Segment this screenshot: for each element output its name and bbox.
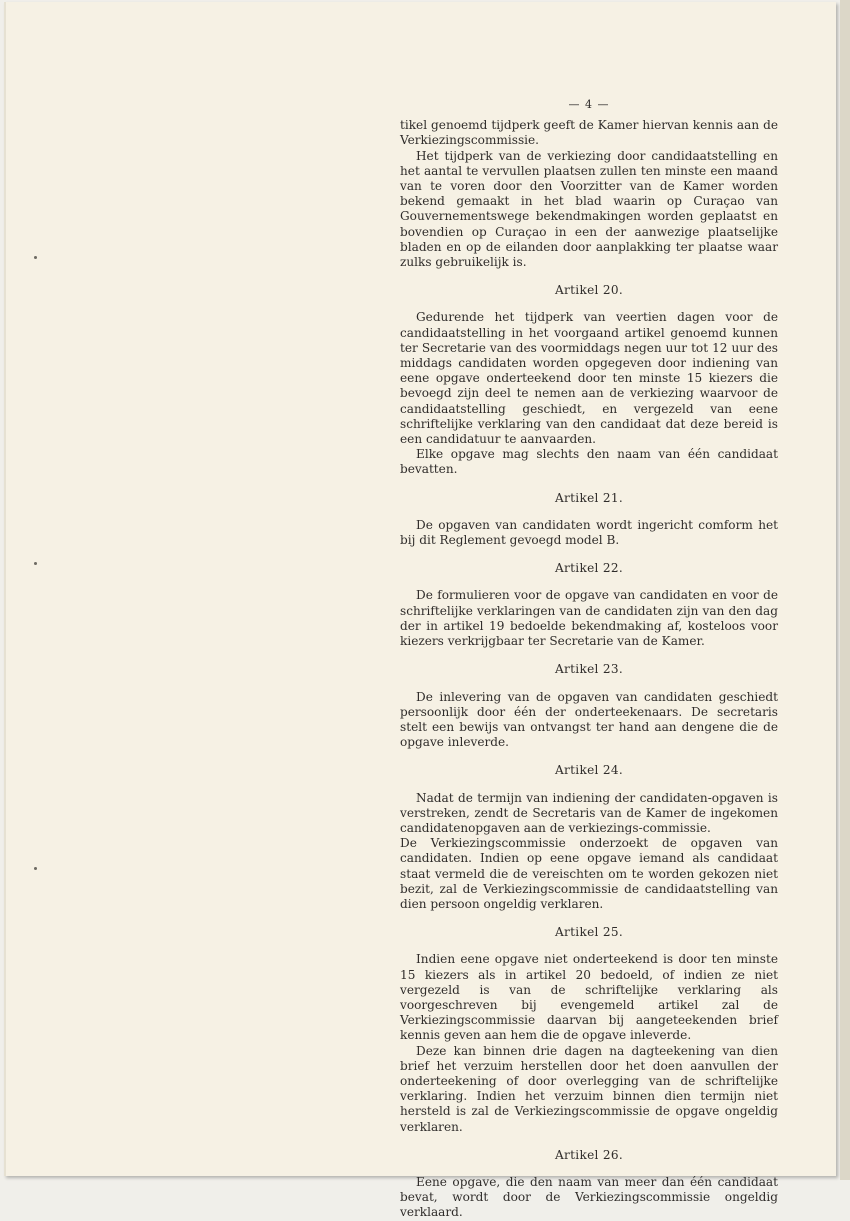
paragraph: tikel genoemd tijdperk geeft de Kamer hiervan kennis aan de Verkiezingscommissie.: [400, 118, 778, 148]
paragraph: De formulieren voor de opgave van candidaten en voor de schriftelijke verklaringen van de candidaten zijn van den dag der in artikel 19 bedoelde bekendmaking af, kosteloos voor kiezers verkrijgbaar ter Secretarie van de Kamer.: [400, 588, 778, 649]
document-page: [4, 2, 836, 1220]
paragraph: Nadat de termijn van indiening der candidaten-opgaven is verstreken, zendt de Secretaris van de Kamer de ingekomen candidatenopgaven aan de verkiezings-commissie.: [400, 790, 778, 835]
page-number: — 4 —: [568, 98, 610, 111]
page-fold: [4, 2, 6, 1176]
article-heading: Artikel 20.: [555, 283, 623, 298]
text-column: [400, 97, 778, 1221]
paragraph: Elke opgave mag slechts den naam van één candidaat bevatten.: [400, 447, 778, 477]
paragraph: Indien eene opgave niet onderteekend is door ten minste 15 kiezers als in artikel 20 bedoeld, of indien ze niet vergezeld is van de schriftelijke verklaring als voorgeschreven bij evengemeld artikel zal de Verkiezingscommissie daarvan bij aangeteekenden brief kennis geven aan hem die de opgave inleverde.: [400, 952, 778, 1043]
article-heading: Artikel 23.: [555, 662, 623, 677]
paragraph: Eene opgave, die den naam van meer dan één candidaat bevat, wordt door de Verkiezingscommissie ongeldig verklaard.: [400, 1174, 778, 1220]
binding-hole: [34, 562, 37, 565]
article-heading: Artikel 25.: [555, 925, 623, 940]
paragraph: De Verkiezingscommissie onderzoekt de opgaven van candidaten. Indien op eene opgave iemand als candidaat staat vermeld die de vereischten om te worden gekozen niet bezit, zal de Verkiezingscommissie de candidaatstelling van dien persoon ongeldig verklaren.: [400, 836, 778, 911]
paragraph: Gedurende het tijdperk van veertien dagen voor de candidaatstelling in het voorgaand artikel genoemd kunnen ter Secretarie van des voormiddags negen uur tot 12 uur des middags candidaten worden opgegeven door indiening van eene opgave onderteekend door ten minste 15 kiezers die bevoegd zijn deel te nemen aan de verkiezing waarvoor de candidaatstelling geschiedt, en vergezeld van eene schriftelijke verklaring van den candidaat dat deze bereid is een candidatuur te aanvaarden.: [400, 310, 778, 447]
article-heading: Artikel 24.: [555, 763, 623, 778]
article-heading: Artikel 21.: [555, 490, 623, 505]
binding-hole: [34, 867, 37, 870]
paragraph: De opgaven van candidaten wordt ingericht comform het bij dit Reglement gevoegd model B.: [400, 517, 778, 548]
paragraph: De inlevering van de opgaven van candidaten geschiedt persoonlijk door één der onderteekenaars. De secretaris stelt een bewijs van ontvangst ter hand aan dengene die de opgave inleverde.: [400, 689, 778, 750]
page-edge: [840, 0, 850, 1180]
paragraph: Het tijdperk van de verkiezing door candidaatstelling en het aantal te vervullen plaatsen zullen ten minste een maand van te voren door den Voorzitter van de Kamer worden bekend gemaakt in het blad waarin op Curaçao van Gouvernementswege bekendmakingen worden geplaatst en bovendien op Curaçao in een der aanwezige plaatselijke bladen en op de eilanden door aanplakking ter plaatse waar zulks gebruikelijk is.: [400, 148, 778, 270]
binding-hole: [34, 256, 37, 259]
article-heading: Artikel 26.: [555, 1147, 623, 1162]
paragraph: Deze kan binnen drie dagen na dagteekening van dien brief het verzuim herstellen door het doen aanvullen der onderteekening of door overlegging van de schriftelijke verklaring. Indien het verzuim binnen dien termijn niet hersteld is zal de Verkiezingscommissie de opgave ongeldig verklaren.: [400, 1043, 778, 1134]
article-heading: Artikel 22.: [555, 561, 623, 576]
